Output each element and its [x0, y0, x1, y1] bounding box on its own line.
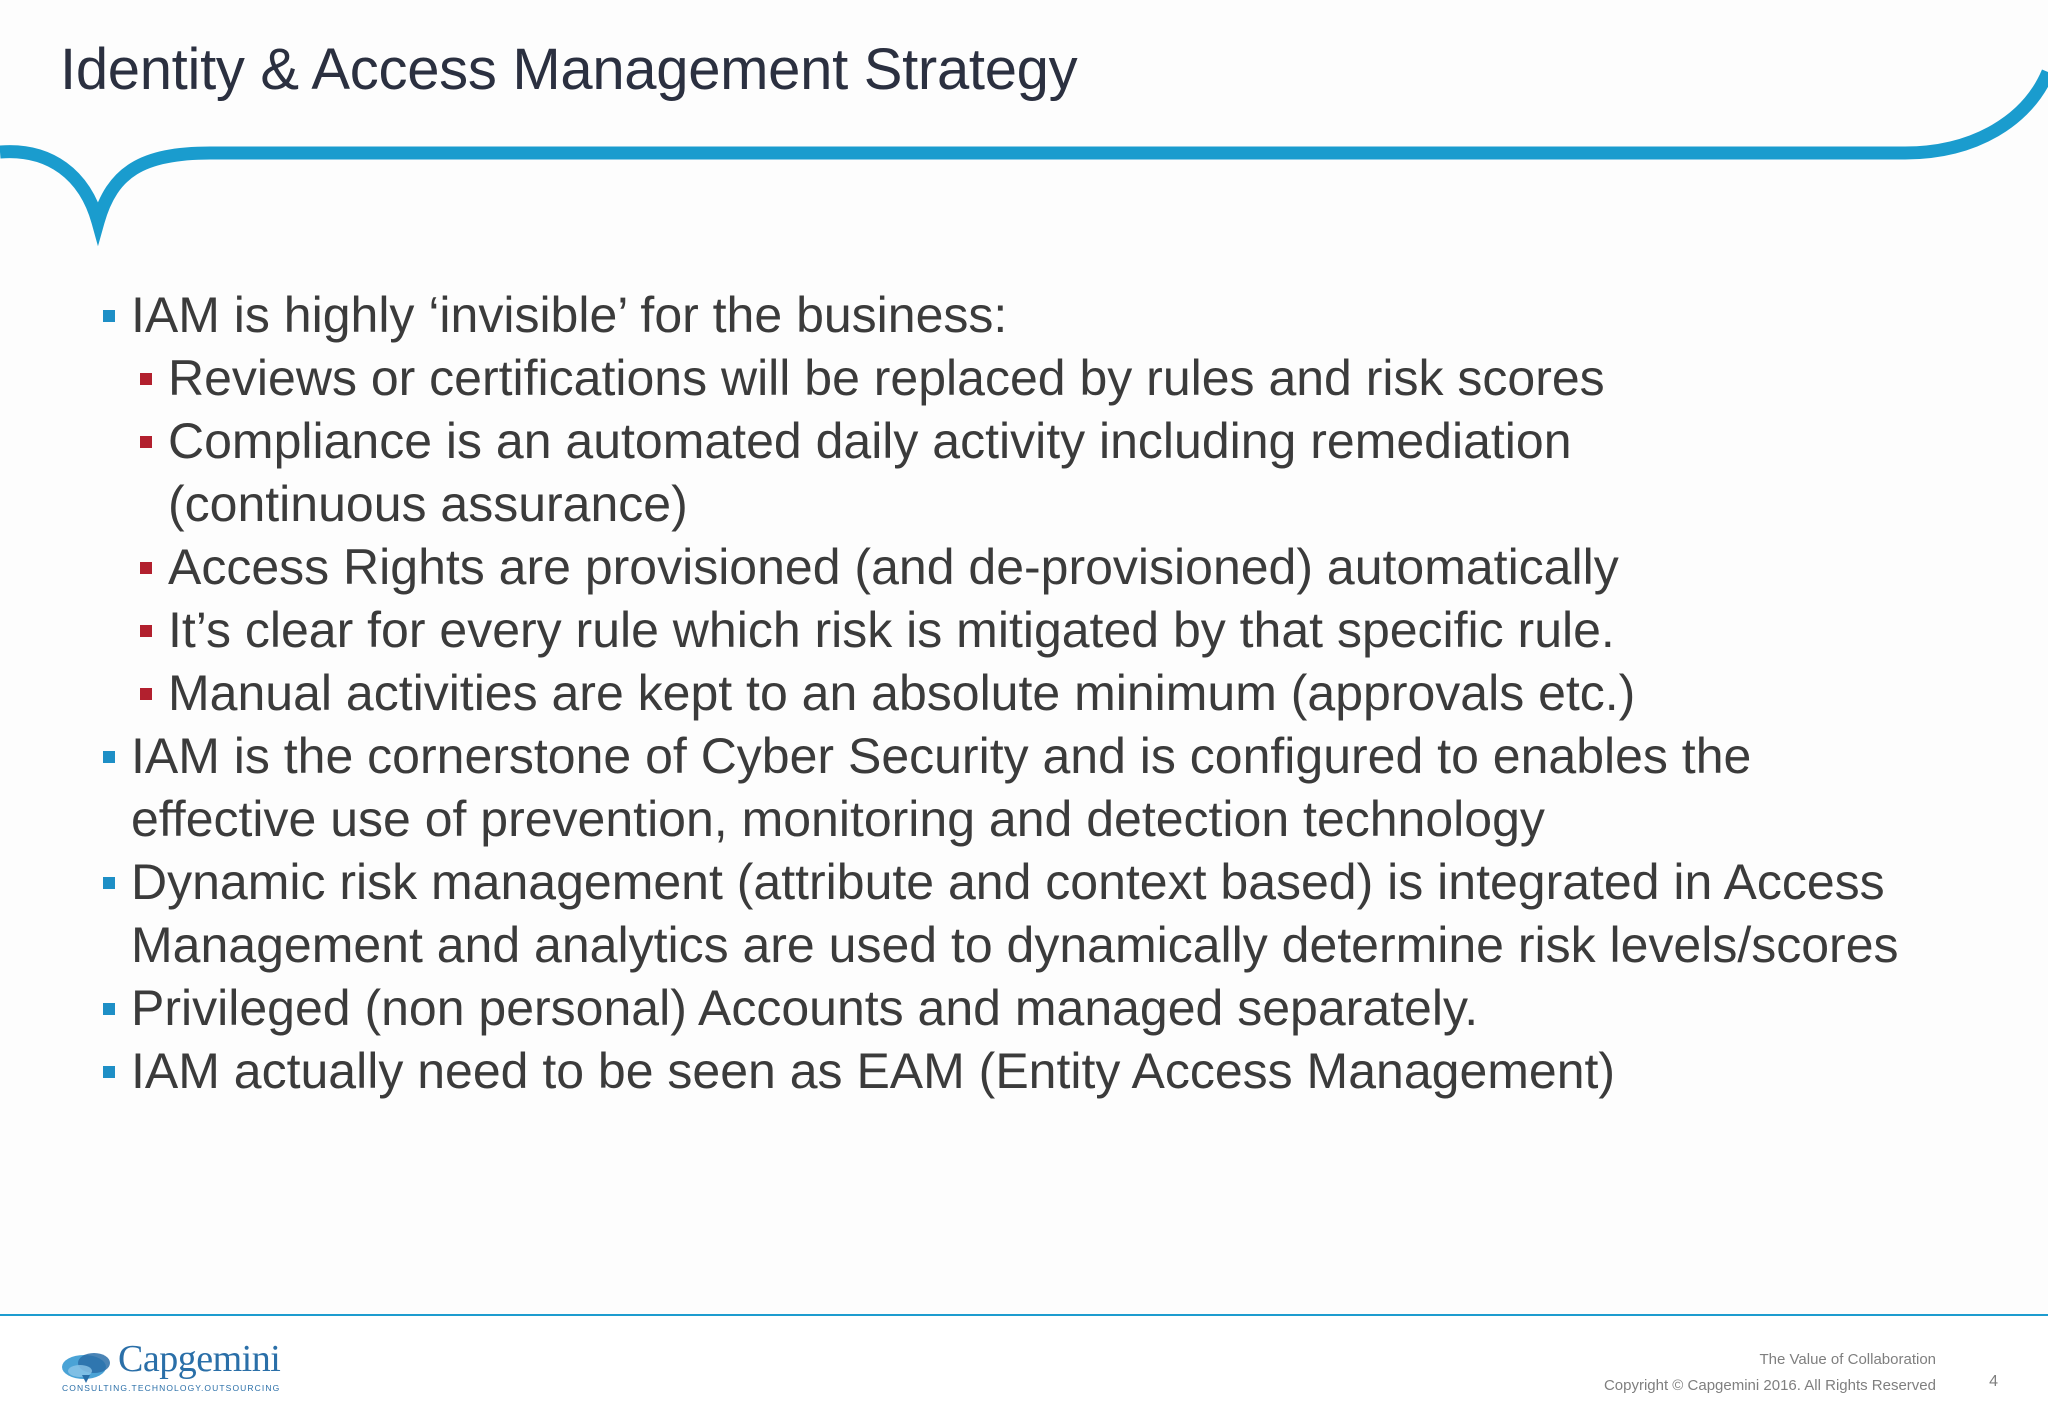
square-bullet-icon — [103, 751, 115, 763]
sub-bullet-text: Compliance is an automated daily activity including remediation (continuous assurance) — [168, 413, 1572, 532]
footer-divider — [0, 1314, 2048, 1316]
square-bullet-icon — [140, 625, 152, 637]
sub-bullet-item — [100, 347, 1980, 410]
bullet-text: IAM is the cornerstone of Cyber Security and is configured to enables the effective use of prevention, monitoring and detection technology — [131, 728, 1752, 847]
bullet-text: IAM actually need to be seen as EAM (Entity Access Management) — [131, 1043, 1616, 1099]
square-bullet-icon — [140, 688, 152, 700]
footer — [0, 1316, 2048, 1418]
square-bullet-icon — [103, 877, 115, 889]
slide-title: Identity & Access Management Strategy — [60, 37, 1078, 102]
sub-bullet-text: Reviews or certifications will be replaced by rules and risk scores — [168, 350, 1605, 406]
sub-bullet-item — [100, 599, 1980, 662]
logo-tagline: CONSULTING.TECHNOLOGY.OUTSOURCING — [62, 1383, 281, 1393]
bullet-text: IAM is highly ‘invisible’ for the business: — [131, 287, 1008, 343]
footer-copyright: Copyright © Capgemini 2016. All Rights Reserved — [1603, 1377, 1936, 1394]
square-bullet-icon — [103, 1003, 115, 1015]
footer-tagline: The Value of Collaboration — [1759, 1351, 1936, 1368]
sub-bullet-text: It’s clear for every rule which risk is mitigated by that specific rule. — [168, 602, 1615, 658]
sub-bullet-item — [100, 536, 1980, 599]
bullet-text: Dynamic risk management (attribute and context based) is integrated in Access Management and analytics are used to dynamically determine risk levels/scores — [131, 854, 1899, 973]
square-bullet-icon — [140, 436, 152, 448]
sub-bullet-text: Access Rights are provisioned (and de-provisioned) automatically — [168, 539, 1619, 595]
bullet-text: Privileged (non personal) Accounts and managed separately. — [131, 980, 1479, 1036]
square-bullet-icon — [103, 1066, 115, 1078]
bullet-list — [100, 284, 1980, 1103]
square-bullet-icon — [140, 562, 152, 574]
bullet-item — [100, 1040, 1980, 1103]
sub-bullet-text: Manual activities are kept to an absolute minimum (approvals etc.) — [168, 665, 1636, 721]
bullet-item — [100, 284, 1980, 347]
spade-logo-icon — [60, 1345, 116, 1385]
page-number: 4 — [1989, 1373, 1998, 1390]
bullet-item — [100, 851, 1980, 977]
logo-wordmark: Capgemini — [118, 1338, 281, 1380]
bullet-item — [100, 977, 1980, 1040]
capgemini-logo — [60, 1337, 290, 1397]
sub-bullet-item — [100, 410, 1980, 536]
bullet-item — [100, 725, 1980, 851]
sub-bullet-item — [100, 662, 1980, 725]
square-bullet-icon — [140, 373, 152, 385]
square-bullet-icon — [103, 310, 115, 322]
